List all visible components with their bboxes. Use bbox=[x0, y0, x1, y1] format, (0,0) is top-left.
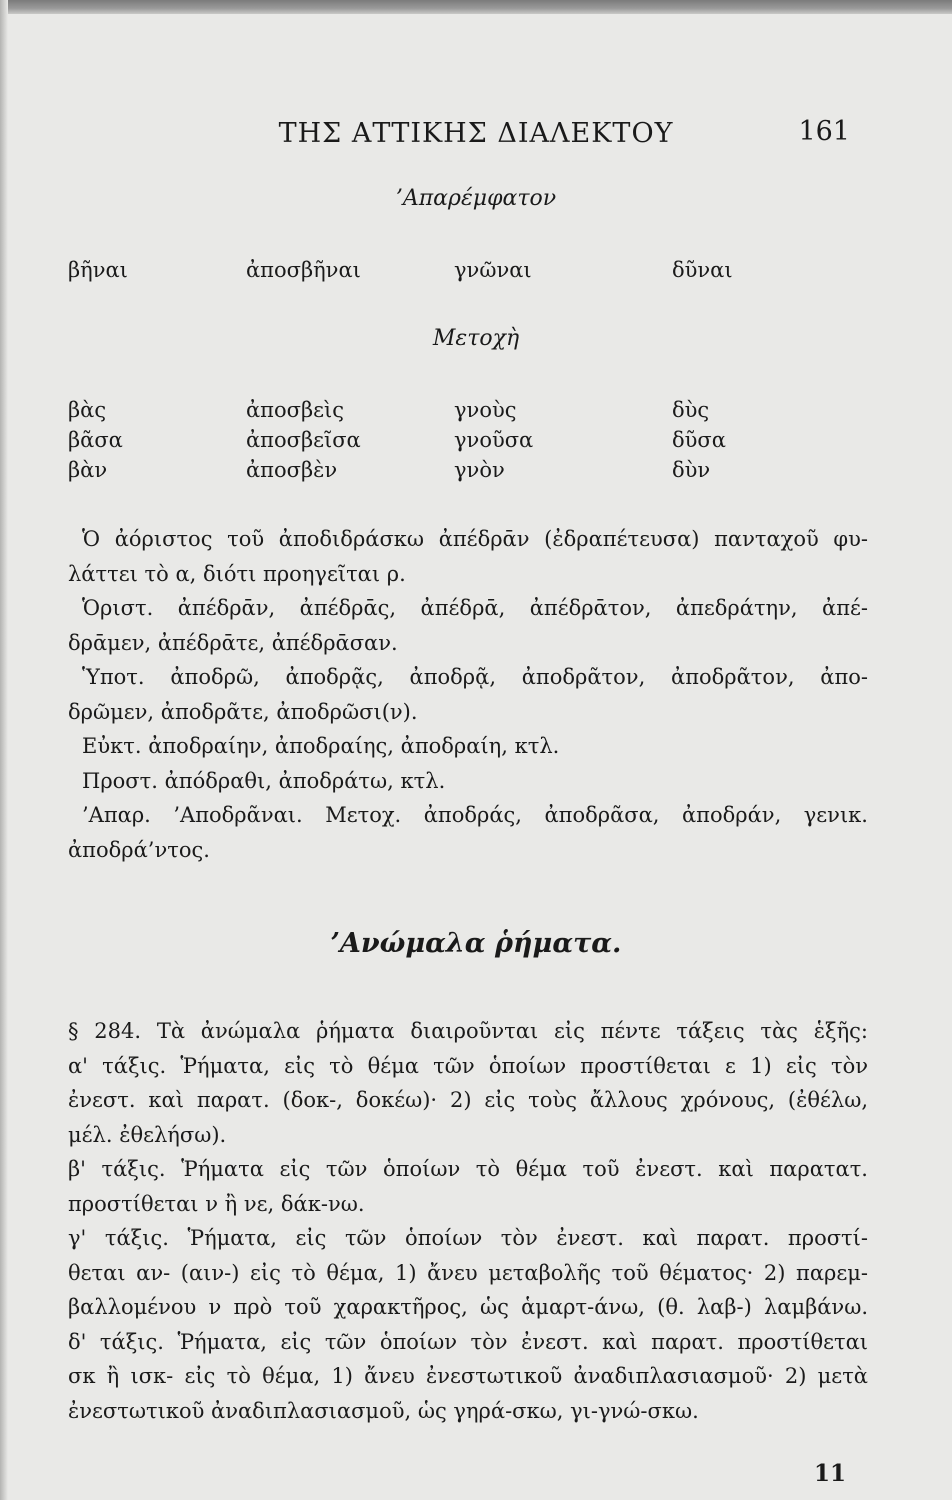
participle-row bbox=[68, 398, 868, 426]
text-line: β' τάξις. Ῥήματα εἰς τῶν ὁποίων τὸ θέμα τοῦ ἐνεστ. καὶ παρατατ. bbox=[68, 1157, 868, 1181]
text-line: δρᾱμεν, ἀπέδρᾱτε, ἀπέδρᾱσαν. bbox=[68, 630, 398, 655]
signature-mark: 11 bbox=[814, 1460, 847, 1487]
paradigm-cell: δὺν bbox=[672, 458, 711, 482]
paradigm-cell: δῦσα bbox=[672, 428, 726, 452]
text-line: σκ ἢ ισκ- εἰς τὸ θέμα, 1) ἄνευ ἐνεστωτικοῦ ἀναδιπλασιασμοῦ· 2) μετὰ bbox=[68, 1364, 868, 1388]
text-line: α' τάξις. Ῥήματα, εἰς τὸ θέμα τῶν ὁποίων προστίθεται ε 1) εἰς τὸν bbox=[68, 1053, 868, 1078]
paradigm-cell: βὰς bbox=[68, 398, 107, 422]
text-line: § 284. Τὰ ἀνώμαλα ῥήματα διαιροῦνται εἰς πέντε τάξεις τὰς ἑξῆς: bbox=[68, 1019, 868, 1043]
paradigm-cell: ἀποσβεὶς bbox=[246, 398, 344, 422]
text-line: προστίθεται ν ἢ νε, δάκ-νω. bbox=[68, 1191, 365, 1216]
paradigm-cell: δῦναι bbox=[672, 258, 733, 282]
paradigm-cell: γνοὺς bbox=[454, 398, 517, 422]
paradigm-cell: ἀποσβῆναι bbox=[246, 258, 361, 282]
paradigm-cell: δὺς bbox=[672, 398, 710, 422]
text-line: Ὁ ἀόριστος τοῦ ἀποδιδράσκω ἀπέδρᾱν (ἐδραπέτευσα) πανταχοῦ φυ- bbox=[82, 527, 868, 551]
text-line: Προστ. ἀπόδραθι, ἀποδράτω, κτλ. bbox=[82, 768, 446, 793]
participle-row bbox=[68, 458, 868, 486]
text-line: λάττει τὸ α, διότι προηγεῖται ρ. bbox=[68, 561, 406, 586]
paradigm-cell: γνοῦσα bbox=[454, 428, 534, 452]
paradigm-cell: βὰν bbox=[68, 458, 108, 482]
paradigm-cell: γνῶναι bbox=[454, 258, 532, 282]
text-line: βαλλομένου ν πρὸ τοῦ χαρακτῆρος, ὡς ἁμαρτ-άνω, (θ. λαβ-) λαμβάνω. bbox=[68, 1295, 868, 1319]
participle-row bbox=[68, 428, 868, 456]
text-line: ἀποδρά’ντος. bbox=[68, 837, 210, 862]
text-line: Ὁριστ. ἀπέδρᾱν, ἀπέδρᾱς, ἀπέδρᾱ, ἀπέδρᾱτον, ἀπεδράτην, ἀπέ- bbox=[82, 596, 868, 620]
text-line: Εὐκτ. ἀποδραίην, ἀποδραίης, ἀποδραίη, κτλ. bbox=[82, 734, 560, 758]
text-line: ἐνεστωτικοῦ ἀναδιπλασιασμοῦ, ὡς γηρά-σκω, γι-γνώ-σκω. bbox=[68, 1398, 699, 1423]
participle-heading: Μετοχὴ bbox=[432, 326, 520, 351]
text-line: δρῶμεν, ἀποδρᾶτε, ἀποδρῶσι(ν). bbox=[68, 699, 418, 724]
paradigm-cell: βᾶσα bbox=[68, 428, 123, 452]
paradigm-cell: ἀποσβεῖσα bbox=[246, 428, 361, 452]
text-line: Ὑποτ. ἀποδρῶ, ἀποδρᾷς, ἀποδρᾷ, ἀποδρᾶτον, ἀποδρᾶτον, ἀπο- bbox=[82, 665, 868, 689]
text-line: δ' τάξις. Ῥήματα, εἰς τῶν ὁποίων τὸν ἐνεστ. καὶ παρατ. προστίθεται bbox=[68, 1329, 868, 1354]
paradigm-cell: ἀποσβὲν bbox=[246, 458, 338, 482]
running-title: ΤΗΣ ΑΤΤΙΚΗΣ ΔΙΑΛΕΚΤΟΥ bbox=[278, 118, 674, 149]
page-number: 161 bbox=[798, 116, 850, 147]
paradigm-cell: βῆναι bbox=[68, 258, 128, 282]
infinitive-row bbox=[68, 258, 868, 286]
text-line: γ' τάξις. Ῥήματα, εἰς τῶν ὁποίων τὸν ἐνεστ. καὶ παρατ. προστί- bbox=[68, 1226, 868, 1250]
paradigm-cell: γνὸν bbox=[454, 458, 505, 482]
text-line: ἐνεστ. καὶ παρατ. (δοκ-, δοκέω)· 2) εἰς τοὺς ἄλλους χρόνους, (ἐθέλω, bbox=[68, 1088, 868, 1112]
text-line: θεται αν- (αιν-) εἰς τὸ θέμα, 1) ἄνευ μεταβολῆς τοῦ θέματος· 2) παρεμ- bbox=[68, 1260, 868, 1285]
section-title: ’Ανώμαλα ῥήματα. bbox=[330, 928, 622, 959]
infinitive-heading: ’Απαρέμφατον bbox=[395, 186, 557, 211]
text-line: ’Απαρ. ’Αποδρᾶναι. Μετοχ. ἀποδράς, ἀποδρᾶσα, ἀποδράν, γενικ. bbox=[82, 803, 868, 827]
text-line: μέλ. ἐθελήσω). bbox=[68, 1122, 227, 1147]
irregular-verbs-section bbox=[68, 1014, 868, 1428]
aorist-paragraph bbox=[68, 522, 868, 867]
